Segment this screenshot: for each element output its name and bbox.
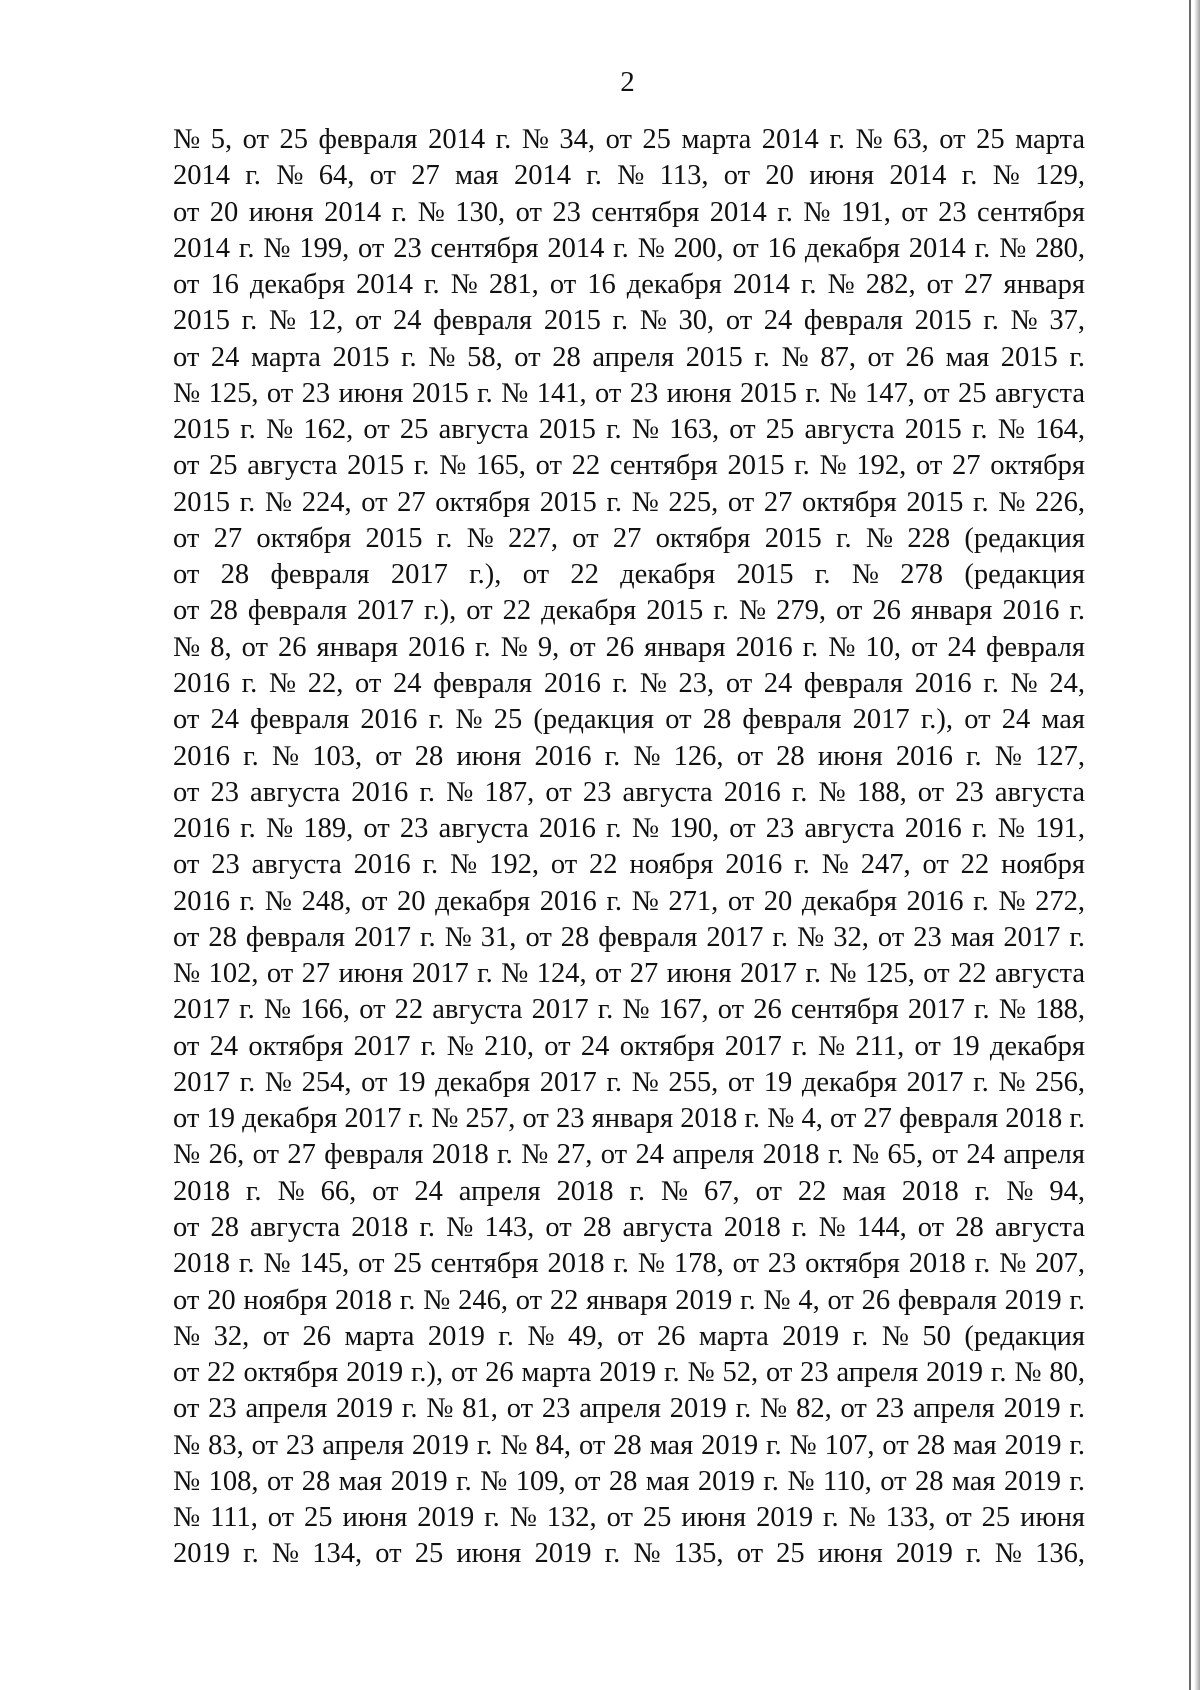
text-line: 2018 г. № 66, от 24 апреля 2018 г. № 67, от 22 мая 2018 г. № 94, — [173, 1175, 1085, 1207]
text-line: 2017 г. № 166, от 22 августа 2017 г. № 167, от 26 сентября 2017 г. № 188, — [173, 994, 1085, 1026]
text-line: от 28 февраля 2017 г. № 31, от 28 февраля 2017 г. № 32, от 23 мая 2017 г. — [173, 921, 1085, 953]
text-line: № 32, от 26 марта 2019 г. № 49, от 26 марта 2019 г. № 50 (редакция — [173, 1320, 1085, 1352]
text-line: от 27 октября 2015 г. № 227, от 27 октября 2015 г. № 228 (редакция — [173, 522, 1085, 554]
text-line: от 28 августа 2018 г. № 143, от 28 августа 2018 г. № 144, от 28 августа — [173, 1211, 1085, 1243]
text-line: 2019 г. № 134, от 25 июня 2019 г. № 135, от 25 июня 2019 г. № 136, — [173, 1538, 1085, 1570]
text-line: № 102, от 27 июня 2017 г. № 124, от 27 июня 2017 г. № 125, от 22 августа — [173, 958, 1085, 990]
text-line: от 23 апреля 2019 г. № 81, от 23 апреля 2019 г. № 82, от 23 апреля 2019 г. — [173, 1393, 1085, 1425]
text-line: от 24 марта 2015 г. № 58, от 28 апреля 2015 г. № 87, от 26 мая 2015 г. — [173, 341, 1085, 373]
page-number: 2 — [620, 66, 635, 98]
text-line: 2016 г. № 248, от 20 декабря 2016 г. № 271, от 20 декабря 2016 г. № 272, — [173, 885, 1085, 917]
text-line: 2018 г. № 145, от 25 сентября 2018 г. № 178, от 23 октября 2018 г. № 207, — [173, 1248, 1085, 1280]
text-line: 2015 г. № 12, от 24 февраля 2015 г. № 30, от 24 февраля 2015 г. № 37, — [173, 305, 1085, 337]
text-line: от 20 ноября 2018 г. № 246, от 22 января 2019 г. № 4, от 26 февраля 2019 г. — [173, 1284, 1085, 1316]
text-line: от 23 августа 2016 г. № 187, от 23 августа 2016 г. № 188, от 23 августа — [173, 776, 1085, 808]
text-line: № 26, от 27 февраля 2018 г. № 27, от 24 апреля 2018 г. № 65, от 24 апреля — [173, 1139, 1085, 1171]
text-line: от 23 августа 2016 г. № 192, от 22 ноября 2016 г. № 247, от 22 ноября — [173, 849, 1085, 881]
text-line: 2016 г. № 189, от 23 августа 2016 г. № 190, от 23 августа 2016 г. № 191, — [173, 813, 1085, 845]
text-line: № 5, от 25 февраля 2014 г. № 34, от 25 марта 2014 г. № 63, от 25 марта — [173, 124, 1085, 155]
text-line: 2014 г. № 199, от 23 сентября 2014 г. № 200, от 16 декабря 2014 г. № 280, — [173, 232, 1085, 264]
text-line: от 25 августа 2015 г. № 165, от 22 сентября 2015 г. № 192, от 27 октября — [173, 450, 1085, 482]
text-line: от 19 декабря 2017 г. № 257, от 23 января 2018 г. № 4, от 27 февраля 2018 г. — [173, 1103, 1085, 1135]
text-line: 2016 г. № 22, от 24 февраля 2016 г. № 23, от 24 февраля 2016 г. № 24, — [173, 667, 1085, 699]
text-line: от 20 июня 2014 г. № 130, от 23 сентября 2014 г. № 191, от 23 сентября — [173, 196, 1085, 228]
text-line: от 16 декабря 2014 г. № 281, от 16 декабря 2014 г. № 282, от 27 января — [173, 269, 1085, 301]
text-line: № 111, от 25 июня 2019 г. № 132, от 25 июня 2019 г. № 133, от 25 июня — [173, 1502, 1085, 1534]
text-line: № 108, от 28 мая 2019 г. № 109, от 28 мая 2019 г. № 110, от 28 мая 2019 г. — [173, 1465, 1085, 1497]
text-line: от 24 октября 2017 г. № 210, от 24 октября 2017 г. № 211, от 19 декабря — [173, 1030, 1085, 1062]
text-line: 2016 г. № 103, от 28 июня 2016 г. № 126, от 28 июня 2016 г. № 127, — [173, 740, 1085, 772]
text-line: 2015 г. № 224, от 27 октября 2015 г. № 225, от 27 октября 2015 г. № 226, — [173, 486, 1085, 518]
document-body-text — [173, 122, 1085, 1573]
text-line: 2015 г. № 162, от 25 августа 2015 г. № 163, от 25 августа 2015 г. № 164, — [173, 414, 1085, 446]
page-edge-line — [1189, 0, 1191, 1690]
text-line: 2017 г. № 254, от 19 декабря 2017 г. № 255, от 19 декабря 2017 г. № 256, — [173, 1066, 1085, 1098]
text-line: № 83, от 23 апреля 2019 г. № 84, от 28 мая 2019 г. № 107, от 28 мая 2019 г. — [173, 1429, 1085, 1461]
text-line: № 8, от 26 января 2016 г. № 9, от 26 января 2016 г. № 10, от 24 февраля — [173, 631, 1085, 663]
text-line: № 125, от 23 июня 2015 г. № 141, от 23 июня 2015 г. № 147, от 25 августа — [173, 377, 1085, 409]
text-line: 2014 г. № 64, от 27 мая 2014 г. № 113, от 20 июня 2014 г. № 129, — [173, 160, 1085, 192]
text-line: от 24 февраля 2016 г. № 25 (редакция от 28 февраля 2017 г.), от 24 мая — [173, 704, 1085, 736]
text-line: от 22 октября 2019 г.), от 26 марта 2019 г. № 52, от 23 апреля 2019 г. № 80, — [173, 1357, 1085, 1389]
scan-edge-shadow — [1194, 0, 1200, 1690]
text-line: от 28 февраля 2017 г.), от 22 декабря 2015 г. № 278 (редакция — [173, 559, 1085, 591]
text-line: от 28 февраля 2017 г.), от 22 декабря 2015 г. № 279, от 26 января 2016 г. — [173, 595, 1085, 627]
